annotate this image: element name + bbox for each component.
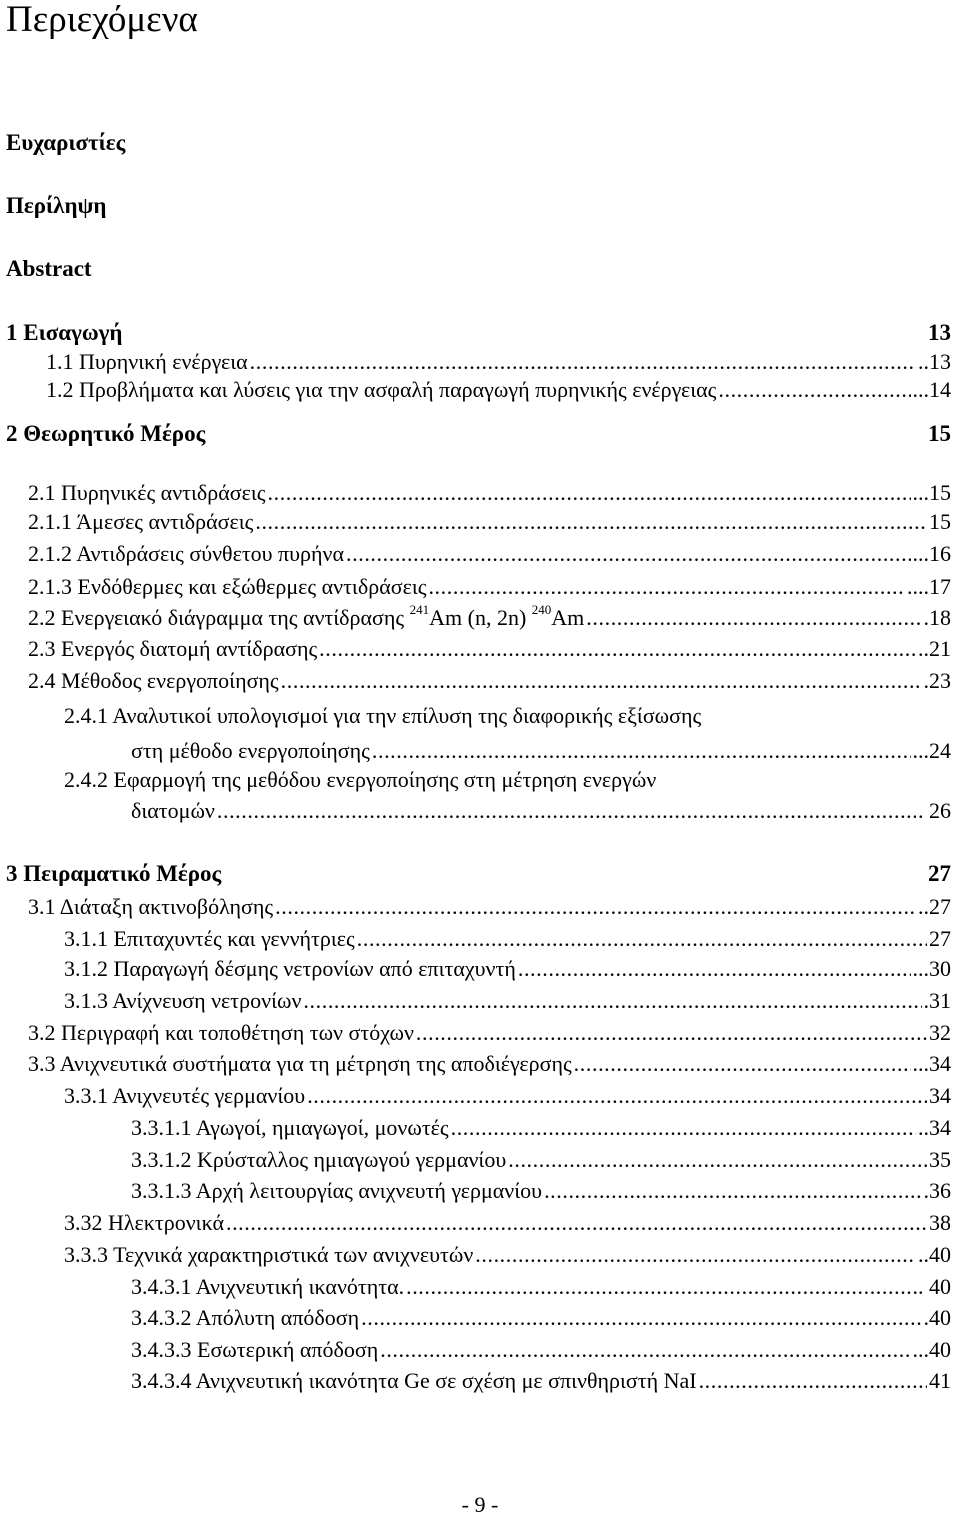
toc-label: 3.3.1.2 Κρύσταλλος ημιαγωγού γερμανίου bbox=[131, 1147, 507, 1172]
toc-section-3-4-3-2[interactable] bbox=[131, 1304, 951, 1332]
toc-page-number: . 26 bbox=[918, 798, 951, 823]
toc-label: 2.1.3 Ενδόθερμες και εξώθερμες αντιδράσεις bbox=[28, 574, 427, 599]
toc-label-prefix: 2.2 Ενεργειακό διάγραμμα της αντίδρασης bbox=[28, 605, 410, 630]
toc-label: 3.4.3.3 Εσωτερική απόδοση bbox=[131, 1337, 379, 1362]
toc-label: 2.4 Μέθοδος ενεργοποίησης bbox=[28, 668, 279, 693]
toc-page-number: ...24 bbox=[912, 738, 951, 763]
toc-section-3-3-1[interactable] bbox=[64, 1082, 951, 1110]
toc-leader bbox=[303, 987, 921, 1015]
toc-label: 3.1.1 Επιταχυντές και γεννήτριες bbox=[64, 926, 355, 951]
front-acknowledgments[interactable]: Ευχαριστίες bbox=[6, 130, 126, 155]
toc-label: 3.1 Διάταξη ακτινοβόλησης bbox=[28, 894, 274, 919]
toc-label: 2.3 Ενεργός διατομή αντίδρασης bbox=[28, 636, 318, 661]
toc-section-2-4[interactable] bbox=[28, 667, 951, 695]
toc-leader bbox=[250, 348, 916, 376]
toc-chapter-2[interactable] bbox=[6, 420, 951, 448]
toc-leader bbox=[544, 1177, 921, 1205]
toc-label: 3.4.3.1 Ανιχνευτική ικανότητα. bbox=[131, 1274, 405, 1299]
toc-label: 3.3.1.1 Αγωγοί, ημιαγωγοί, μονωτές bbox=[131, 1115, 449, 1140]
toc-page-number: 15 bbox=[929, 509, 951, 534]
front-summary[interactable]: Περίληψη bbox=[6, 193, 107, 218]
toc-leader bbox=[380, 1336, 910, 1364]
page-title: Περιεχόμενα bbox=[6, 0, 198, 40]
toc-section-3-3-1-3[interactable] bbox=[131, 1177, 951, 1205]
toc-label: 2 Θεωρητικό Μέρος bbox=[6, 421, 206, 446]
toc-page-number: 35 bbox=[929, 1147, 951, 1172]
toc-label: διατομών bbox=[131, 798, 215, 823]
toc-label: 1.2 Προβλήματα και λύσεις για την ασφαλή παραγωγή πυρηνικής ενέργειας bbox=[46, 377, 717, 402]
toc-label: στη μέθοδο ενεργοποίησης bbox=[131, 738, 370, 763]
toc-section-3-3-1-1[interactable] bbox=[131, 1114, 951, 1142]
toc-label bbox=[28, 604, 584, 632]
toc-page-number: 13 bbox=[928, 320, 951, 345]
toc-page-number: ..34 bbox=[918, 1115, 951, 1140]
toc-page-number: ..27 bbox=[918, 894, 951, 919]
toc-label: 1 Εισαγωγή bbox=[6, 320, 123, 345]
toc-page-number: .. 40 bbox=[912, 1274, 951, 1299]
toc-leader bbox=[475, 1241, 916, 1269]
toc-page-number: ....17 bbox=[907, 574, 951, 599]
toc-page-number: ...15 bbox=[912, 480, 951, 505]
toc-section-2-2[interactable] bbox=[28, 604, 951, 632]
toc-section-3-1-1[interactable] bbox=[64, 925, 951, 953]
toc-label: 2.1.1 Άμεσες αντιδράσεις bbox=[28, 509, 254, 534]
mass-number-superscript: 240 bbox=[531, 602, 552, 617]
toc-leader bbox=[416, 1019, 927, 1047]
toc-leader bbox=[508, 1146, 927, 1174]
toc-page-number: 27 bbox=[928, 861, 951, 886]
toc-label: 2.1 Πυρηνικές αντιδράσεις bbox=[28, 480, 266, 505]
toc-page-number: 32 bbox=[929, 1020, 951, 1045]
toc-leader bbox=[699, 1367, 927, 1395]
toc-leader bbox=[361, 1304, 921, 1332]
toc-section-2-4-2-line1[interactable]: 2.4.2 Εφαρμογή της μεθόδου ενεργοποίησης στη μέτρηση ενεργών bbox=[64, 767, 657, 792]
toc-leader bbox=[372, 737, 911, 765]
toc-label: 3.3 Ανιχνευτικά συστήματα για τη μέτρηση της αποδιέγερσης bbox=[28, 1051, 572, 1076]
toc-label: 3.1.3 Ανίχνευση νετρονίων bbox=[64, 988, 302, 1013]
toc-leader bbox=[718, 376, 910, 404]
toc-section-3-4-3-1[interactable] bbox=[131, 1273, 951, 1301]
toc-section-2-4-2[interactable] bbox=[131, 797, 951, 825]
toc-label: 3.1.2 Παραγωγή δέσμης νετρονίων από επιταχυντή bbox=[64, 956, 516, 981]
toc-label: 3.2 Περιγραφή και τοποθέτηση των στόχων bbox=[28, 1020, 414, 1045]
toc-page-number: 41 bbox=[929, 1368, 951, 1393]
toc-section-2-4-1[interactable] bbox=[131, 737, 951, 765]
toc-page-number: .23 bbox=[923, 668, 951, 693]
toc-page-number: ..21 bbox=[918, 636, 951, 661]
toc-page-number: ...34 bbox=[912, 1051, 951, 1076]
toc-leader bbox=[319, 635, 916, 663]
toc-section-2-1[interactable] bbox=[28, 479, 951, 507]
toc-leader bbox=[586, 604, 921, 632]
toc-section-1-2[interactable] bbox=[46, 376, 951, 404]
toc-page-number: .18 bbox=[923, 605, 951, 630]
toc-page-number: 38 bbox=[929, 1210, 951, 1235]
toc-chapter-3[interactable] bbox=[6, 860, 951, 888]
mass-number-superscript: 241 bbox=[409, 602, 430, 617]
toc-leader bbox=[255, 508, 927, 536]
toc-leader bbox=[275, 893, 916, 921]
toc-page-number: 34 bbox=[929, 1083, 951, 1108]
front-abstract[interactable]: Abstract bbox=[6, 256, 92, 281]
toc-section-1-1[interactable] bbox=[46, 348, 951, 376]
toc-leader bbox=[518, 955, 911, 983]
toc-page-number: ..40 bbox=[918, 1242, 951, 1267]
toc-label: 2.1.2 Αντιδράσεις σύνθετου πυρήνα bbox=[28, 541, 345, 566]
toc-page-number: ...30 bbox=[912, 956, 951, 981]
toc-section-2-1-2[interactable] bbox=[28, 540, 951, 568]
toc-leader bbox=[406, 1273, 910, 1301]
toc-page-number: ...14 bbox=[912, 377, 951, 402]
toc-section-3-2[interactable] bbox=[28, 1019, 951, 1047]
toc-leader bbox=[217, 797, 916, 825]
toc-section-3-3-1-2[interactable] bbox=[131, 1146, 951, 1174]
toc-section-3-3[interactable] bbox=[28, 1050, 951, 1078]
toc-leader bbox=[268, 479, 911, 507]
toc-section-2-3[interactable] bbox=[28, 635, 951, 663]
toc-label-suffix: Am bbox=[551, 605, 585, 630]
page-number-footer: - 9 - bbox=[461, 1492, 499, 1517]
toc-page-number: ...40 bbox=[912, 1337, 951, 1362]
toc-leader bbox=[307, 1082, 927, 1110]
toc-section-3-1-3[interactable] bbox=[64, 987, 951, 1015]
toc-label-middle: Am (n, 2n) bbox=[429, 605, 532, 630]
toc-label: 3.32 Ηλεκτρονικά bbox=[64, 1210, 224, 1235]
toc-page-number: ..13 bbox=[918, 349, 951, 374]
toc-label: 3.3.3 Τεχνικά χαρακτηριστικά των ανιχνευτών bbox=[64, 1242, 474, 1267]
toc-page-number: 27 bbox=[929, 926, 951, 951]
toc-section-3-32[interactable] bbox=[64, 1209, 951, 1237]
toc-page-number: ...16 bbox=[912, 541, 951, 566]
toc-leader bbox=[281, 667, 922, 695]
toc-page-number: .36 bbox=[923, 1178, 951, 1203]
toc-page-number: .31 bbox=[923, 988, 951, 1013]
toc-section-2-1-1[interactable] bbox=[28, 508, 951, 536]
toc-leader bbox=[357, 925, 927, 953]
toc-section-3-1[interactable] bbox=[28, 893, 951, 921]
toc-label: 1.1 Πυρηνική ενέργεια bbox=[46, 349, 248, 374]
toc-chapter-1[interactable] bbox=[6, 319, 951, 347]
toc-page-number: 15 bbox=[928, 421, 951, 446]
toc-section-3-1-2[interactable] bbox=[64, 955, 951, 983]
toc-section-3-3-3[interactable] bbox=[64, 1241, 951, 1269]
toc-section-2-1-3[interactable] bbox=[28, 573, 951, 601]
toc-leader bbox=[574, 1050, 911, 1078]
toc-leader bbox=[226, 1209, 927, 1237]
toc-label: 3 Πειραματικό Μέρος bbox=[6, 861, 222, 886]
toc-label: 3.3.1 Ανιχνευτές γερμανίου bbox=[64, 1083, 306, 1108]
toc-leader bbox=[451, 1114, 916, 1142]
toc-section-3-4-3-4[interactable] bbox=[131, 1367, 951, 1395]
toc-section-2-4-1-line1[interactable]: 2.4.1 Αναλυτικοί υπολογισμοί για την επίλυση της διαφορικής εξίσωσης bbox=[64, 703, 702, 728]
toc-label: 3.4.3.4 Ανιχνευτική ικανότητα Ge σε σχέση με σπινθηριστή NaI bbox=[131, 1368, 697, 1393]
toc-section-3-4-3-3[interactable] bbox=[131, 1336, 951, 1364]
toc-page-number: .40 bbox=[923, 1305, 951, 1330]
toc-label: 3.4.3.2 Απόλυτη απόδοση bbox=[131, 1305, 360, 1330]
toc-leader bbox=[346, 540, 910, 568]
toc-label: 3.3.1.3 Αρχή λειτουργίας ανιχνευτή γερμανίου bbox=[131, 1178, 543, 1203]
toc-leader bbox=[428, 573, 905, 601]
